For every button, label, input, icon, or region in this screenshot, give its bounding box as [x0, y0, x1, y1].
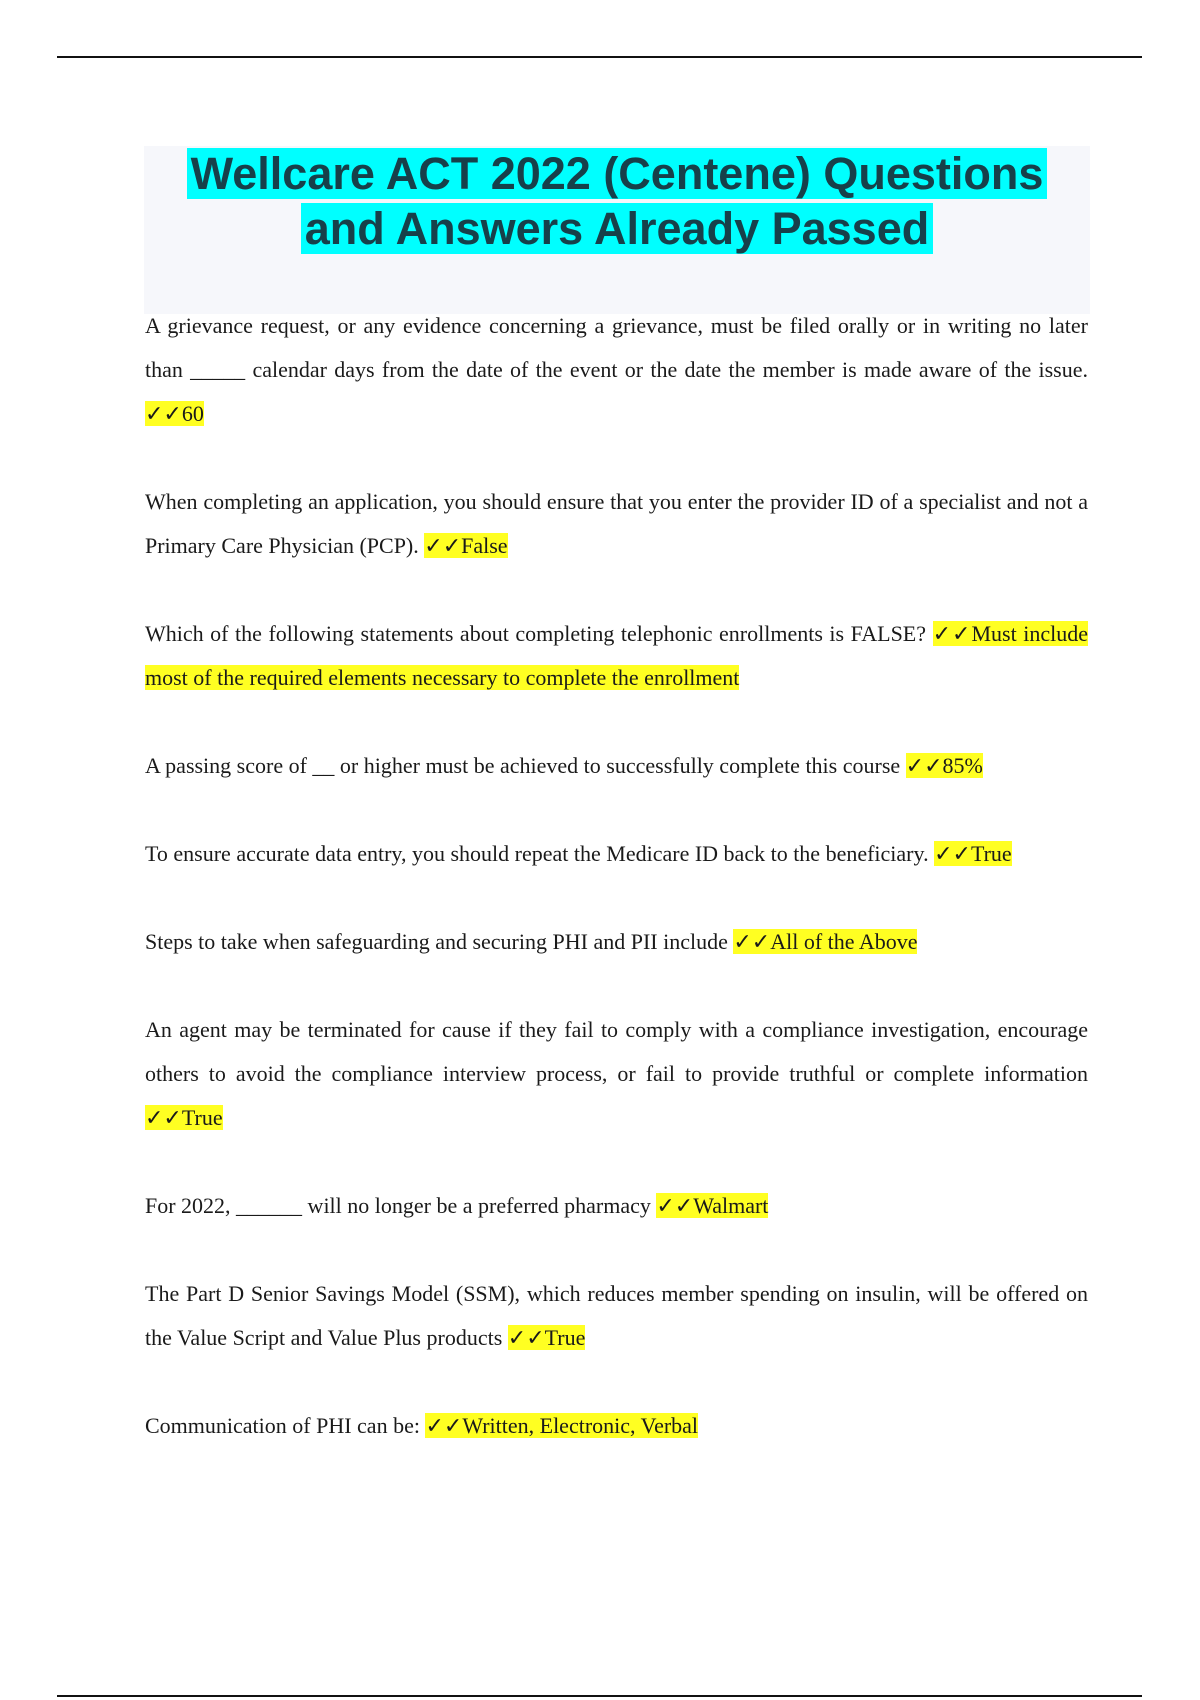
answer-text: ✓✓All of the Above: [733, 929, 918, 954]
document-title-line-2: and Answers Already Passed: [301, 203, 933, 254]
document-title-line-1: Wellcare ACT 2022 (Centene) Questions: [187, 148, 1048, 199]
page-bottom-rule: [57, 1695, 1142, 1697]
qa-item: [145, 920, 1088, 964]
qa-item: [145, 744, 1088, 788]
document-title: [144, 146, 1090, 256]
qa-item: [145, 480, 1088, 568]
question-text: A grievance request, or any evidence concerning a grievance, must be filed orally or in writing no later than _____ calendar days from the date of the event or the date the member is made aware of the issue.: [145, 313, 1088, 382]
answer-text: ✓✓Written, Electronic, Verbal: [425, 1413, 699, 1438]
question-text: To ensure accurate data entry, you should repeat the Medicare ID back to the beneficiary.: [145, 841, 929, 866]
answer-text: ✓✓85%: [905, 753, 983, 778]
answer-text: ✓✓True: [507, 1325, 586, 1350]
answer-text: ✓✓60: [145, 401, 204, 426]
question-text: Which of the following statements about completing telephonic enrollments is FALSE?: [145, 621, 927, 646]
qa-item: [145, 832, 1088, 876]
answer-text: ✓✓True: [934, 841, 1012, 866]
answer-text: ✓✓Must include most of the required elements necessary to complete the enrollment: [145, 621, 1089, 690]
qa-item: [145, 1184, 1088, 1228]
answer-text: ✓✓True: [145, 1105, 223, 1130]
question-text: When completing an application, you should ensure that you enter the provider ID of a specialist and not a Primary Care Physician (PCP).: [145, 489, 1088, 558]
question-text: A passing score of __ or higher must be achieved to successfully complete this course: [145, 753, 901, 778]
question-text: Steps to take when safeguarding and securing PHI and PII include: [145, 929, 728, 954]
qa-item: [145, 1404, 1088, 1448]
question-text: The Part D Senior Savings Model (SSM), which reduces member spending on insulin, will be offered on the Value Script and Value Plus products: [145, 1281, 1088, 1350]
question-text: For 2022, ______ will no longer be a preferred pharmacy: [145, 1193, 651, 1218]
qa-item: [145, 1008, 1088, 1140]
question-text: Communication of PHI can be:: [145, 1413, 420, 1438]
question-text: An agent may be terminated for cause if they fail to comply with a compliance investigation, encourage others to avoid the compliance interview process, or fail to provide truthful or complete information: [145, 1017, 1088, 1086]
qa-item: [145, 304, 1088, 436]
answer-text: ✓✓Walmart: [656, 1193, 769, 1218]
qa-list: [145, 304, 1088, 1448]
document-title-block: [144, 146, 1090, 314]
qa-item: [145, 612, 1088, 700]
page-top-rule: [57, 56, 1142, 58]
qa-item: [145, 1272, 1088, 1360]
answer-text: ✓✓False: [424, 533, 508, 558]
